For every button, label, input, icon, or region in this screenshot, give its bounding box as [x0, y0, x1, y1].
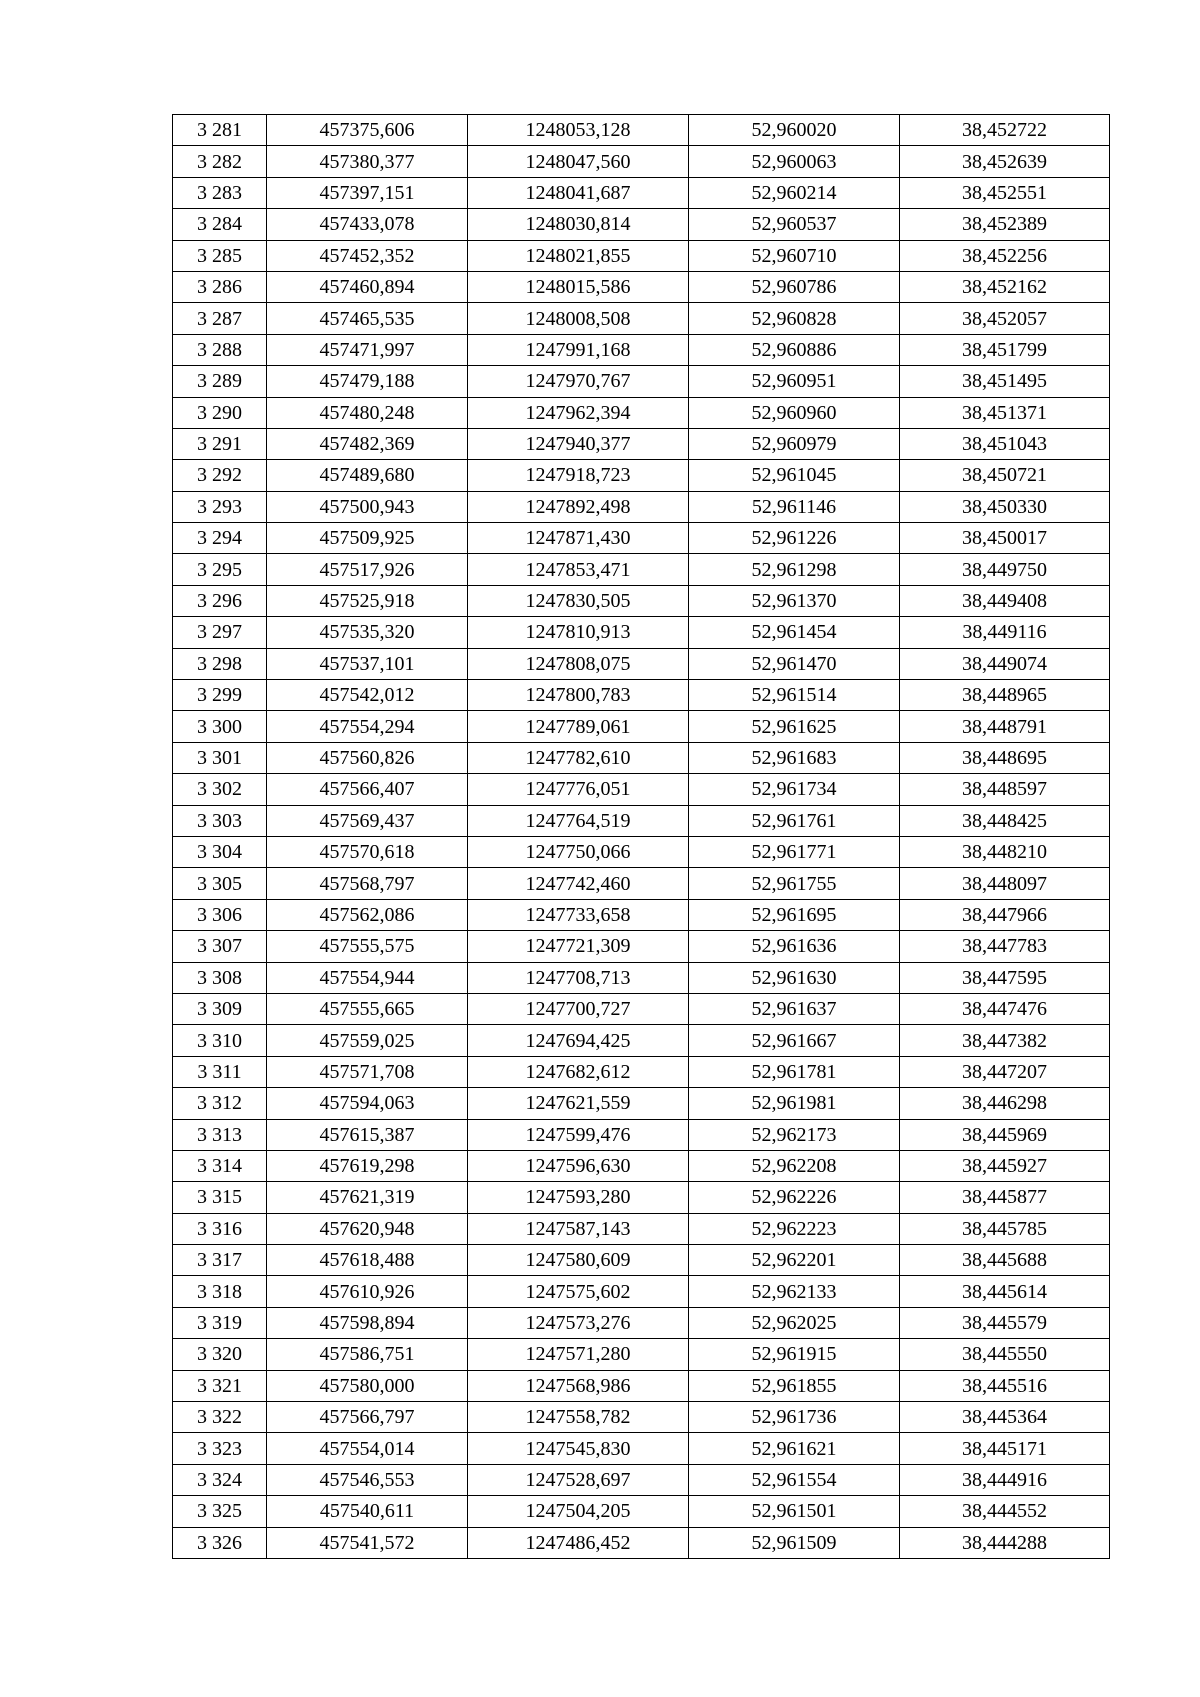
point-number-cell: 3 292 [173, 460, 267, 491]
y-coordinate-cell: 1247800,783 [468, 680, 689, 711]
y-coordinate-cell: 1247782,610 [468, 742, 689, 773]
point-number-cell: 3 317 [173, 1245, 267, 1276]
point-number-cell: 3 296 [173, 585, 267, 616]
longitude-cell: 38,445550 [900, 1339, 1110, 1370]
latitude-cell: 52,961298 [689, 554, 900, 585]
table-row [173, 1307, 1110, 1338]
longitude-cell: 38,445516 [900, 1370, 1110, 1401]
longitude-cell: 38,448695 [900, 742, 1110, 773]
longitude-cell: 38,445969 [900, 1119, 1110, 1150]
latitude-cell: 52,961226 [689, 523, 900, 554]
table-row [173, 962, 1110, 993]
table-row [173, 240, 1110, 271]
table-row [173, 868, 1110, 899]
longitude-cell: 38,445614 [900, 1276, 1110, 1307]
point-number-cell: 3 287 [173, 303, 267, 334]
y-coordinate-cell: 1247853,471 [468, 554, 689, 585]
longitude-cell: 38,451799 [900, 334, 1110, 365]
point-number-cell: 3 323 [173, 1433, 267, 1464]
x-coordinate-cell: 457598,894 [267, 1307, 468, 1338]
latitude-cell: 52,961045 [689, 460, 900, 491]
x-coordinate-cell: 457471,997 [267, 334, 468, 365]
latitude-cell: 52,961501 [689, 1496, 900, 1527]
x-coordinate-cell: 457569,437 [267, 805, 468, 836]
longitude-cell: 38,446298 [900, 1088, 1110, 1119]
y-coordinate-cell: 1247962,394 [468, 397, 689, 428]
longitude-cell: 38,452057 [900, 303, 1110, 334]
longitude-cell: 38,445927 [900, 1150, 1110, 1181]
point-number-cell: 3 314 [173, 1150, 267, 1181]
latitude-cell: 52,961625 [689, 711, 900, 742]
table-row [173, 680, 1110, 711]
latitude-cell: 52,961981 [689, 1088, 900, 1119]
y-coordinate-cell: 1247593,280 [468, 1182, 689, 1213]
x-coordinate-cell: 457500,943 [267, 491, 468, 522]
x-coordinate-cell: 457537,101 [267, 648, 468, 679]
y-coordinate-cell: 1247750,066 [468, 836, 689, 867]
x-coordinate-cell: 457554,014 [267, 1433, 468, 1464]
longitude-cell: 38,451043 [900, 428, 1110, 459]
longitude-cell: 38,445171 [900, 1433, 1110, 1464]
latitude-cell: 52,960020 [689, 115, 900, 146]
latitude-cell: 52,961621 [689, 1433, 900, 1464]
y-coordinate-cell: 1247568,986 [468, 1370, 689, 1401]
longitude-cell: 38,445785 [900, 1213, 1110, 1244]
y-coordinate-cell: 1247599,476 [468, 1119, 689, 1150]
y-coordinate-cell: 1248015,586 [468, 271, 689, 302]
point-number-cell: 3 304 [173, 836, 267, 867]
longitude-cell: 38,449750 [900, 554, 1110, 585]
latitude-cell: 52,961695 [689, 899, 900, 930]
x-coordinate-cell: 457586,751 [267, 1339, 468, 1370]
latitude-cell: 52,960214 [689, 177, 900, 208]
point-number-cell: 3 291 [173, 428, 267, 459]
y-coordinate-cell: 1248047,560 [468, 146, 689, 177]
y-coordinate-cell: 1247700,727 [468, 993, 689, 1024]
x-coordinate-cell: 457489,680 [267, 460, 468, 491]
latitude-cell: 52,961734 [689, 774, 900, 805]
point-number-cell: 3 294 [173, 523, 267, 554]
latitude-cell: 52,961637 [689, 993, 900, 1024]
latitude-cell: 52,961755 [689, 868, 900, 899]
y-coordinate-cell: 1248041,687 [468, 177, 689, 208]
longitude-cell: 38,447966 [900, 899, 1110, 930]
y-coordinate-cell: 1247545,830 [468, 1433, 689, 1464]
y-coordinate-cell: 1248021,855 [468, 240, 689, 271]
x-coordinate-cell: 457621,319 [267, 1182, 468, 1213]
x-coordinate-cell: 457555,575 [267, 931, 468, 962]
longitude-cell: 38,445688 [900, 1245, 1110, 1276]
x-coordinate-cell: 457479,188 [267, 366, 468, 397]
x-coordinate-cell: 457517,926 [267, 554, 468, 585]
table-row [173, 617, 1110, 648]
y-coordinate-cell: 1247580,609 [468, 1245, 689, 1276]
table-row [173, 523, 1110, 554]
table-row [173, 1339, 1110, 1370]
longitude-cell: 38,444916 [900, 1464, 1110, 1495]
latitude-cell: 52,962173 [689, 1119, 900, 1150]
point-number-cell: 3 302 [173, 774, 267, 805]
table-row [173, 742, 1110, 773]
y-coordinate-cell: 1247764,519 [468, 805, 689, 836]
latitude-cell: 52,962223 [689, 1213, 900, 1244]
x-coordinate-cell: 457546,553 [267, 1464, 468, 1495]
x-coordinate-cell: 457562,086 [267, 899, 468, 930]
latitude-cell: 52,962133 [689, 1276, 900, 1307]
latitude-cell: 52,961683 [689, 742, 900, 773]
y-coordinate-cell: 1247621,559 [468, 1088, 689, 1119]
y-coordinate-cell: 1247694,425 [468, 1025, 689, 1056]
latitude-cell: 52,960063 [689, 146, 900, 177]
x-coordinate-cell: 457566,797 [267, 1402, 468, 1433]
x-coordinate-cell: 457620,948 [267, 1213, 468, 1244]
y-coordinate-cell: 1247742,460 [468, 868, 689, 899]
x-coordinate-cell: 457540,611 [267, 1496, 468, 1527]
longitude-cell: 38,452722 [900, 115, 1110, 146]
longitude-cell: 38,447476 [900, 993, 1110, 1024]
longitude-cell: 38,447595 [900, 962, 1110, 993]
table-row [173, 209, 1110, 240]
point-number-cell: 3 313 [173, 1119, 267, 1150]
y-coordinate-cell: 1247504,205 [468, 1496, 689, 1527]
table-row [173, 1245, 1110, 1276]
table-row [173, 1527, 1110, 1558]
table-row [173, 836, 1110, 867]
y-coordinate-cell: 1247892,498 [468, 491, 689, 522]
y-coordinate-cell: 1247810,913 [468, 617, 689, 648]
x-coordinate-cell: 457618,488 [267, 1245, 468, 1276]
y-coordinate-cell: 1247789,061 [468, 711, 689, 742]
x-coordinate-cell: 457570,618 [267, 836, 468, 867]
point-number-cell: 3 326 [173, 1527, 267, 1558]
latitude-cell: 52,962226 [689, 1182, 900, 1213]
longitude-cell: 38,445877 [900, 1182, 1110, 1213]
point-number-cell: 3 325 [173, 1496, 267, 1527]
longitude-cell: 38,447207 [900, 1056, 1110, 1087]
point-number-cell: 3 286 [173, 271, 267, 302]
latitude-cell: 52,961636 [689, 931, 900, 962]
point-number-cell: 3 308 [173, 962, 267, 993]
point-number-cell: 3 297 [173, 617, 267, 648]
longitude-cell: 38,450721 [900, 460, 1110, 491]
longitude-cell: 38,449116 [900, 617, 1110, 648]
x-coordinate-cell: 457571,708 [267, 1056, 468, 1087]
point-number-cell: 3 284 [173, 209, 267, 240]
point-number-cell: 3 315 [173, 1182, 267, 1213]
y-coordinate-cell: 1247776,051 [468, 774, 689, 805]
table-row [173, 1182, 1110, 1213]
y-coordinate-cell: 1247587,143 [468, 1213, 689, 1244]
x-coordinate-cell: 457594,063 [267, 1088, 468, 1119]
latitude-cell: 52,962208 [689, 1150, 900, 1181]
y-coordinate-cell: 1247970,767 [468, 366, 689, 397]
latitude-cell: 52,960710 [689, 240, 900, 271]
latitude-cell: 52,960960 [689, 397, 900, 428]
point-number-cell: 3 299 [173, 680, 267, 711]
table-row [173, 146, 1110, 177]
x-coordinate-cell: 457535,320 [267, 617, 468, 648]
y-coordinate-cell: 1247830,505 [468, 585, 689, 616]
latitude-cell: 52,960886 [689, 334, 900, 365]
table-row [173, 1119, 1110, 1150]
x-coordinate-cell: 457525,918 [267, 585, 468, 616]
table-row [173, 993, 1110, 1024]
longitude-cell: 38,451371 [900, 397, 1110, 428]
x-coordinate-cell: 457568,797 [267, 868, 468, 899]
point-number-cell: 3 322 [173, 1402, 267, 1433]
table-row [173, 460, 1110, 491]
y-coordinate-cell: 1247575,602 [468, 1276, 689, 1307]
point-number-cell: 3 318 [173, 1276, 267, 1307]
longitude-cell: 38,449408 [900, 585, 1110, 616]
table-row [173, 1433, 1110, 1464]
table-row [173, 334, 1110, 365]
point-number-cell: 3 319 [173, 1307, 267, 1338]
x-coordinate-cell: 457610,926 [267, 1276, 468, 1307]
x-coordinate-cell: 457580,000 [267, 1370, 468, 1401]
longitude-cell: 38,447382 [900, 1025, 1110, 1056]
x-coordinate-cell: 457541,572 [267, 1527, 468, 1558]
table-row [173, 899, 1110, 930]
longitude-cell: 38,451495 [900, 366, 1110, 397]
table-row [173, 711, 1110, 742]
x-coordinate-cell: 457554,944 [267, 962, 468, 993]
x-coordinate-cell: 457566,407 [267, 774, 468, 805]
point-number-cell: 3 293 [173, 491, 267, 522]
y-coordinate-cell: 1247573,276 [468, 1307, 689, 1338]
latitude-cell: 52,961667 [689, 1025, 900, 1056]
table-row [173, 1496, 1110, 1527]
latitude-cell: 52,960828 [689, 303, 900, 334]
table-row [173, 1150, 1110, 1181]
point-number-cell: 3 311 [173, 1056, 267, 1087]
longitude-cell: 38,452256 [900, 240, 1110, 271]
longitude-cell: 38,445579 [900, 1307, 1110, 1338]
longitude-cell: 38,449074 [900, 648, 1110, 679]
y-coordinate-cell: 1247571,280 [468, 1339, 689, 1370]
latitude-cell: 52,961761 [689, 805, 900, 836]
point-number-cell: 3 309 [173, 993, 267, 1024]
x-coordinate-cell: 457554,294 [267, 711, 468, 742]
y-coordinate-cell: 1247528,697 [468, 1464, 689, 1495]
x-coordinate-cell: 457509,925 [267, 523, 468, 554]
point-number-cell: 3 305 [173, 868, 267, 899]
y-coordinate-cell: 1247918,723 [468, 460, 689, 491]
y-coordinate-cell: 1247733,658 [468, 899, 689, 930]
table-row [173, 1213, 1110, 1244]
longitude-cell: 38,448210 [900, 836, 1110, 867]
table-row [173, 366, 1110, 397]
table-row [173, 1402, 1110, 1433]
latitude-cell: 52,961736 [689, 1402, 900, 1433]
y-coordinate-cell: 1248053,128 [468, 115, 689, 146]
point-number-cell: 3 312 [173, 1088, 267, 1119]
y-coordinate-cell: 1247596,630 [468, 1150, 689, 1181]
point-number-cell: 3 306 [173, 899, 267, 930]
latitude-cell: 52,961146 [689, 491, 900, 522]
latitude-cell: 52,961781 [689, 1056, 900, 1087]
table-row [173, 1088, 1110, 1119]
x-coordinate-cell: 457375,606 [267, 115, 468, 146]
latitude-cell: 52,961470 [689, 648, 900, 679]
longitude-cell: 38,448097 [900, 868, 1110, 899]
longitude-cell: 38,448425 [900, 805, 1110, 836]
table-row [173, 1464, 1110, 1495]
y-coordinate-cell: 1247486,452 [468, 1527, 689, 1558]
latitude-cell: 52,961630 [689, 962, 900, 993]
latitude-cell: 52,962201 [689, 1245, 900, 1276]
table-row [173, 805, 1110, 836]
point-number-cell: 3 290 [173, 397, 267, 428]
table-row [173, 648, 1110, 679]
longitude-cell: 38,444552 [900, 1496, 1110, 1527]
latitude-cell: 52,962025 [689, 1307, 900, 1338]
x-coordinate-cell: 457560,826 [267, 742, 468, 773]
point-number-cell: 3 310 [173, 1025, 267, 1056]
point-number-cell: 3 316 [173, 1213, 267, 1244]
y-coordinate-cell: 1247721,309 [468, 931, 689, 962]
x-coordinate-cell: 457452,352 [267, 240, 468, 271]
x-coordinate-cell: 457542,012 [267, 680, 468, 711]
table-row [173, 585, 1110, 616]
y-coordinate-cell: 1248030,814 [468, 209, 689, 240]
point-number-cell: 3 298 [173, 648, 267, 679]
latitude-cell: 52,961509 [689, 1527, 900, 1558]
point-number-cell: 3 285 [173, 240, 267, 271]
point-number-cell: 3 320 [173, 1339, 267, 1370]
latitude-cell: 52,961915 [689, 1339, 900, 1370]
point-number-cell: 3 288 [173, 334, 267, 365]
longitude-cell: 38,448597 [900, 774, 1110, 805]
latitude-cell: 52,960537 [689, 209, 900, 240]
table-row [173, 428, 1110, 459]
y-coordinate-cell: 1247808,075 [468, 648, 689, 679]
point-number-cell: 3 321 [173, 1370, 267, 1401]
x-coordinate-cell: 457460,894 [267, 271, 468, 302]
longitude-cell: 38,450330 [900, 491, 1110, 522]
point-number-cell: 3 324 [173, 1464, 267, 1495]
y-coordinate-cell: 1247940,377 [468, 428, 689, 459]
table-row [173, 1025, 1110, 1056]
x-coordinate-cell: 457397,151 [267, 177, 468, 208]
longitude-cell: 38,452162 [900, 271, 1110, 302]
x-coordinate-cell: 457559,025 [267, 1025, 468, 1056]
x-coordinate-cell: 457615,387 [267, 1119, 468, 1150]
x-coordinate-cell: 457380,377 [267, 146, 468, 177]
y-coordinate-cell: 1247558,782 [468, 1402, 689, 1433]
table-row [173, 115, 1110, 146]
table-row [173, 1370, 1110, 1401]
point-number-cell: 3 289 [173, 366, 267, 397]
longitude-cell: 38,444288 [900, 1527, 1110, 1558]
y-coordinate-cell: 1247708,713 [468, 962, 689, 993]
latitude-cell: 52,961514 [689, 680, 900, 711]
y-coordinate-cell: 1247871,430 [468, 523, 689, 554]
table-row [173, 271, 1110, 302]
longitude-cell: 38,450017 [900, 523, 1110, 554]
latitude-cell: 52,960951 [689, 366, 900, 397]
y-coordinate-cell: 1248008,508 [468, 303, 689, 334]
latitude-cell: 52,961370 [689, 585, 900, 616]
x-coordinate-cell: 457480,248 [267, 397, 468, 428]
latitude-cell: 52,960786 [689, 271, 900, 302]
coordinates-table [172, 114, 1110, 1559]
point-number-cell: 3 307 [173, 931, 267, 962]
latitude-cell: 52,961554 [689, 1464, 900, 1495]
latitude-cell: 52,961454 [689, 617, 900, 648]
point-number-cell: 3 303 [173, 805, 267, 836]
x-coordinate-cell: 457619,298 [267, 1150, 468, 1181]
x-coordinate-cell: 457482,369 [267, 428, 468, 459]
table-row [173, 931, 1110, 962]
longitude-cell: 38,448791 [900, 711, 1110, 742]
y-coordinate-cell: 1247991,168 [468, 334, 689, 365]
point-number-cell: 3 295 [173, 554, 267, 585]
coordinates-table-body [173, 115, 1110, 1559]
table-row [173, 303, 1110, 334]
longitude-cell: 38,445364 [900, 1402, 1110, 1433]
table-row [173, 1056, 1110, 1087]
longitude-cell: 38,452551 [900, 177, 1110, 208]
table-row [173, 554, 1110, 585]
table-row [173, 774, 1110, 805]
point-number-cell: 3 301 [173, 742, 267, 773]
x-coordinate-cell: 457555,665 [267, 993, 468, 1024]
table-row [173, 491, 1110, 522]
point-number-cell: 3 300 [173, 711, 267, 742]
point-number-cell: 3 283 [173, 177, 267, 208]
x-coordinate-cell: 457465,535 [267, 303, 468, 334]
y-coordinate-cell: 1247682,612 [468, 1056, 689, 1087]
x-coordinate-cell: 457433,078 [267, 209, 468, 240]
longitude-cell: 38,452389 [900, 209, 1110, 240]
table-row [173, 1276, 1110, 1307]
longitude-cell: 38,447783 [900, 931, 1110, 962]
table-row [173, 177, 1110, 208]
latitude-cell: 52,960979 [689, 428, 900, 459]
table-row [173, 397, 1110, 428]
longitude-cell: 38,448965 [900, 680, 1110, 711]
latitude-cell: 52,961855 [689, 1370, 900, 1401]
point-number-cell: 3 281 [173, 115, 267, 146]
latitude-cell: 52,961771 [689, 836, 900, 867]
point-number-cell: 3 282 [173, 146, 267, 177]
longitude-cell: 38,452639 [900, 146, 1110, 177]
